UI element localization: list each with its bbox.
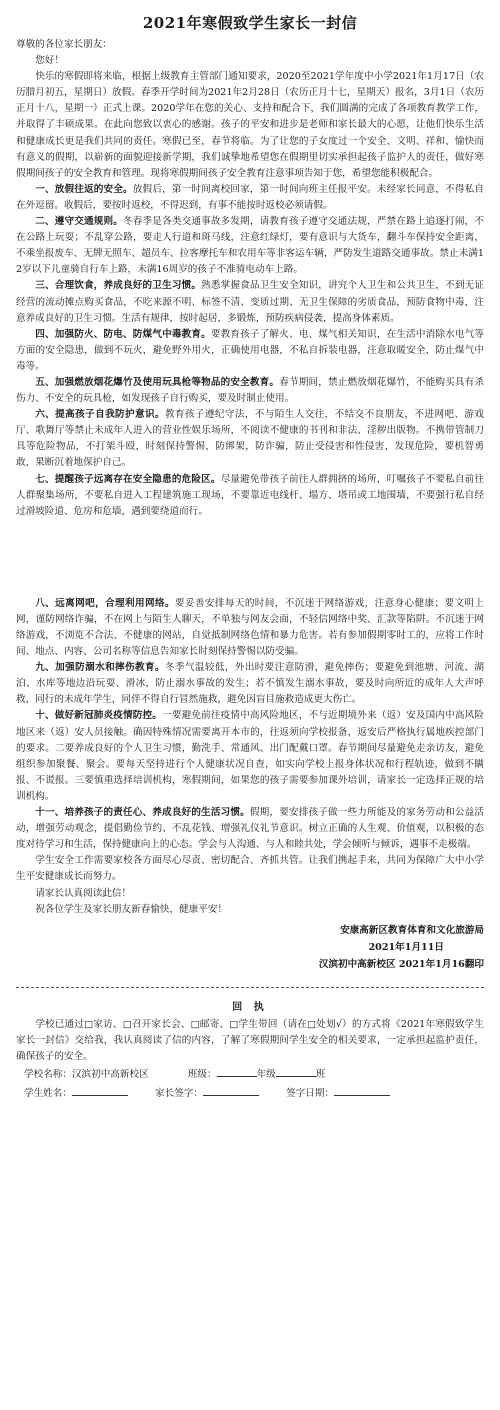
item-7 [16, 472, 484, 520]
item-4-heading: 四、加强防火、防电、防煤气中毒教育。 [35, 328, 211, 340]
receipt-row-signatures [16, 1084, 484, 1103]
closing-wishes: 祝各位学生及家长朋友新春愉快，健康平安！ [35, 903, 228, 915]
signature-date-field[interactable] [334, 1095, 390, 1096]
item-1 [16, 182, 484, 214]
item-7-body: 尽量避免带孩子前往人群拥挤的场所，叮嘱孩子不要私自前往人群聚集场所，不要私自进入工程建筑施工现场，不要靠近电线杆、塌方、塔吊或工地围墙，不要强行私自经过滑坡险道、危房和危墙，遇到要绕道而行。 [16, 473, 485, 517]
class-label: 班级： [187, 1068, 217, 1080]
page-title: 2021年寒假致学生家长一封信 [142, 14, 358, 32]
item-10-body: 一要避免前往疫情中高风险地区，不与近期境外来（返）安及国内中高风险地区来（返）安人员接触。确因特殊情况需要离开本市的，往返须向学校报备，返安后严格执行属地疾控部门的要求。二要养成良好的个人卫生习惯，勤洗手、常通风、出门配戴口罩。春节期间尽量避免走亲访友，避免组织参加聚餐、聚会。要每天坚持进行个人健康状况自查，如实向学校上报身体状况和行程轨迹，做到不瞒报、不谎报。三要慎重选择培训机构，寒假期间，如果您的孩子需要参加课外培训，请家长一定选择正规的培训机构。 [16, 710, 485, 802]
item-10-heading: 十、做好新冠肺炎疫情防控。 [35, 710, 163, 722]
student-name-field[interactable] [72, 1095, 128, 1096]
item-6-heading: 六、提高孩子自我防护意识。 [35, 409, 165, 421]
signature-date-label: 签字日期： [286, 1087, 335, 1099]
grade-suffix: 年级 [256, 1068, 276, 1080]
salutation: 尊敬的各位家长朋友： [16, 39, 112, 50]
signature-reprint: 汉滨初中高新校区 2021年1月16翻印 [318, 958, 484, 970]
item-9-body: 冬季气温较低，外出时要注意防滑，避免摔伤；要避免到池塘、河流、湖泊、水库等地边沿玩耍、滑冰，防止溺水事故的发生；若不慎发生溺水事故，要及时向所近的成年人大声呼救，同行的未成年学生，同伴不得自行冒然施救，避免因盲目施救造成更大伤亡。 [16, 662, 485, 706]
item-2 [16, 214, 484, 278]
item-1-body: 放假后，第一时间离校回家，第一时间向班主任报平安。未经家长同意，不得私自在外逗留。收假后，要按时返校，不得迟到，有事不能按时返校必须请假。 [16, 183, 485, 211]
intro-paragraph: 快乐的寒假即将来临，根据上级教育主管部门通知要求，2020至2021学年度中小学2021年1月17日（农历腊月初五，星期日）放假。春季开学时间为2021年2月28日（农历正月十七，星期天）报名，3月1日（农历正月十八，星期一）正式上课。2020学年在您的关心、支持和配合下，我们圆满的完成了各项教育教学工作，并取得了丰硕成果。在此向您致以衷心的感谢。孩子的平安和进步是老师和家长最大的心愿，让他们快乐生活和健康成长更是我们共同的责任。寒假已至，春节将临。为了让您的子女度过一个安全、文明、祥和、愉快而有意义的假期，以崭新的面貌迎接新学期，我们诚挚地希望您在假期里切实承担起孩子监护人的责任，做好寒假期间孩子的安全教育和管理。现将寒假期间孩子安全教育注意事项告知于您，希望您能积极配合。 [16, 71, 484, 179]
parent-signature-field[interactable] [203, 1095, 259, 1096]
item-5 [16, 375, 484, 407]
item-4 [16, 327, 484, 375]
class-field[interactable] [276, 1076, 316, 1077]
receipt-title: 回 执 [232, 1001, 268, 1013]
receipt-divider [16, 987, 484, 988]
receipt-row-school [16, 1065, 484, 1084]
receipt-section [16, 998, 484, 1103]
parent-signature-label: 家长签字： [155, 1087, 203, 1099]
item-8 [16, 596, 484, 660]
item-9 [16, 660, 484, 708]
item-6-body: 教育孩子遵纪守法，不与陌生人交往，不结交不良朋友，不进网吧、游戏厅、歌舞厅等禁止未成年人进入的营业性娱乐场所，不阅读不健康的书刊和非法、淫秽出版物。不携带管制刀具等危险物品，不打架斗殴，时刻保持警惕，防绑架，防诈骗，防止受侵害和性侵害，发现危险，要机智勇敢，果断沉着地保护自己。 [16, 409, 485, 469]
closing-reminder: 请家长认真阅读此信！ [35, 887, 132, 899]
closing-paragraph: 学生安全工作需要家校各方面尽心尽责、密切配合、齐抓共管。让我们携起手来，共同为保障广大中小学生平安健康成长而努力。 [16, 855, 484, 883]
item-1-heading: 一、放假往返的安全。 [35, 183, 133, 195]
item-7-heading: 七、提醒孩子远离存在安全隐患的危险区。 [35, 473, 221, 485]
school-value: 汉滨初中高新校区 [71, 1068, 149, 1080]
school-label: 学校名称： [24, 1068, 72, 1080]
signature-date: 2021年1月11日 [368, 941, 444, 953]
class-suffix: 班 [315, 1068, 326, 1080]
item-11-heading: 十一、培养孩子的责任心、养成良好的生活习惯。 [35, 807, 250, 819]
signature-org: 安康高新区教育体育和文化旅游局 [340, 924, 484, 936]
item-2-heading: 二、遵守交通规则。 [35, 216, 124, 228]
item-8-heading: 八、远离网吧，合理利用网络。 [35, 597, 175, 609]
receipt-text: 学校已通过□家访、□召开家长会、□邮寄、□学生带回（请在□处划√）的方式将《2021年寒假致学生家长一封信》交给我，我认真阅读了信的内容，了解了寒假期间学生安全的相关要求，一定承担起监护责任，确保孩子的安全。 [16, 1018, 484, 1062]
item-11-body: 假期，要安排孩子做一些力所能及的家务劳动和公益活动，增强劳动观念，提倡勤俭节约、不乱花钱、增强礼仪礼节意识。树立正确的人生观、价值观，以积极的态度对待学习和生活，保持健康向上的心态。学会与人沟通、与人和睦共处，学会倾听与倾诉，遇事不走极端。 [16, 807, 485, 851]
blank-gap [16, 520, 484, 596]
item-2-body: 冬春季是各类交通事故多发期，请教育孩子遵守交通法规，严禁在路上追逐打闹，不在公路上玩耍；不乱穿公路，要走人行道和斑马线，注意红绿灯，要有意识与大货车，翻斗车保持安全距离，不乘坐报废车、无牌无照车、超员车、拉客摩托车和农用车等非客运车辆，严防发生道路交通事故。禁止未满12岁以下儿童骑自行车上路，未满16周岁的孩子不准骑电动车上路。 [16, 216, 484, 276]
item-11 [16, 805, 484, 853]
item-3-body: 熟悉掌握食品卫生安全知识，讲究个人卫生和公共卫生，不到无证经营的流动摊点购买食品，不吃来源不明、标签不清、变质过期、无卫生保障的劣质食品，预防食物中毒，注意养成良好的卫生习惯。生活有规律，按时起居，多锻炼，预防疾病侵袭，提高身体素质。 [16, 280, 485, 324]
item-5-body: 春节期间，禁止燃放烟花爆竹，不能购买具有杀伤力、不安全的玩具枪，如发现孩子自行购买，要及时制止使用。 [16, 376, 485, 405]
item-10 [16, 708, 484, 805]
item-6 [16, 407, 484, 471]
item-3 [16, 278, 484, 326]
student-name-label: 学生姓名： [24, 1087, 72, 1099]
item-9-heading: 九、加强防溺水和摔伤教育。 [35, 662, 165, 674]
grade-field[interactable] [217, 1076, 257, 1077]
item-8-body: 要妥善安排每天的时间，不沉迷于网络游戏，注意身心健康；要文明上网，谨防网络诈骗，不在网上与陌生人聊天，不单独与网友会面，不轻信网络中奖、汇款等陷阱。不沉迷于网络游戏，不浏览不合法、不健康的网站，自觉抵制网络色情和暴力危害。若有参加假期零时工的，应将工作时间、地点、内容、公司名称等信息告知家长时刻保持警惕以防受骗。 [16, 597, 485, 658]
item-4-body: 要教育孩子了解火、电、煤气相关知识，在生活中消除水电气等方面的安全隐患，做到不玩火，避免野外用火，正确使用电器，不私自拆装电器，注意取暖安全，防止煤气中毒等。 [16, 328, 484, 372]
signature-block [16, 922, 484, 973]
greeting: 您好！ [35, 55, 64, 67]
item-3-heading: 三、合理饮食，养成良好的卫生习惯。 [35, 280, 202, 292]
item-5-heading: 五、加强燃放烟花爆竹及使用玩具枪等物品的安全教育。 [35, 376, 280, 388]
